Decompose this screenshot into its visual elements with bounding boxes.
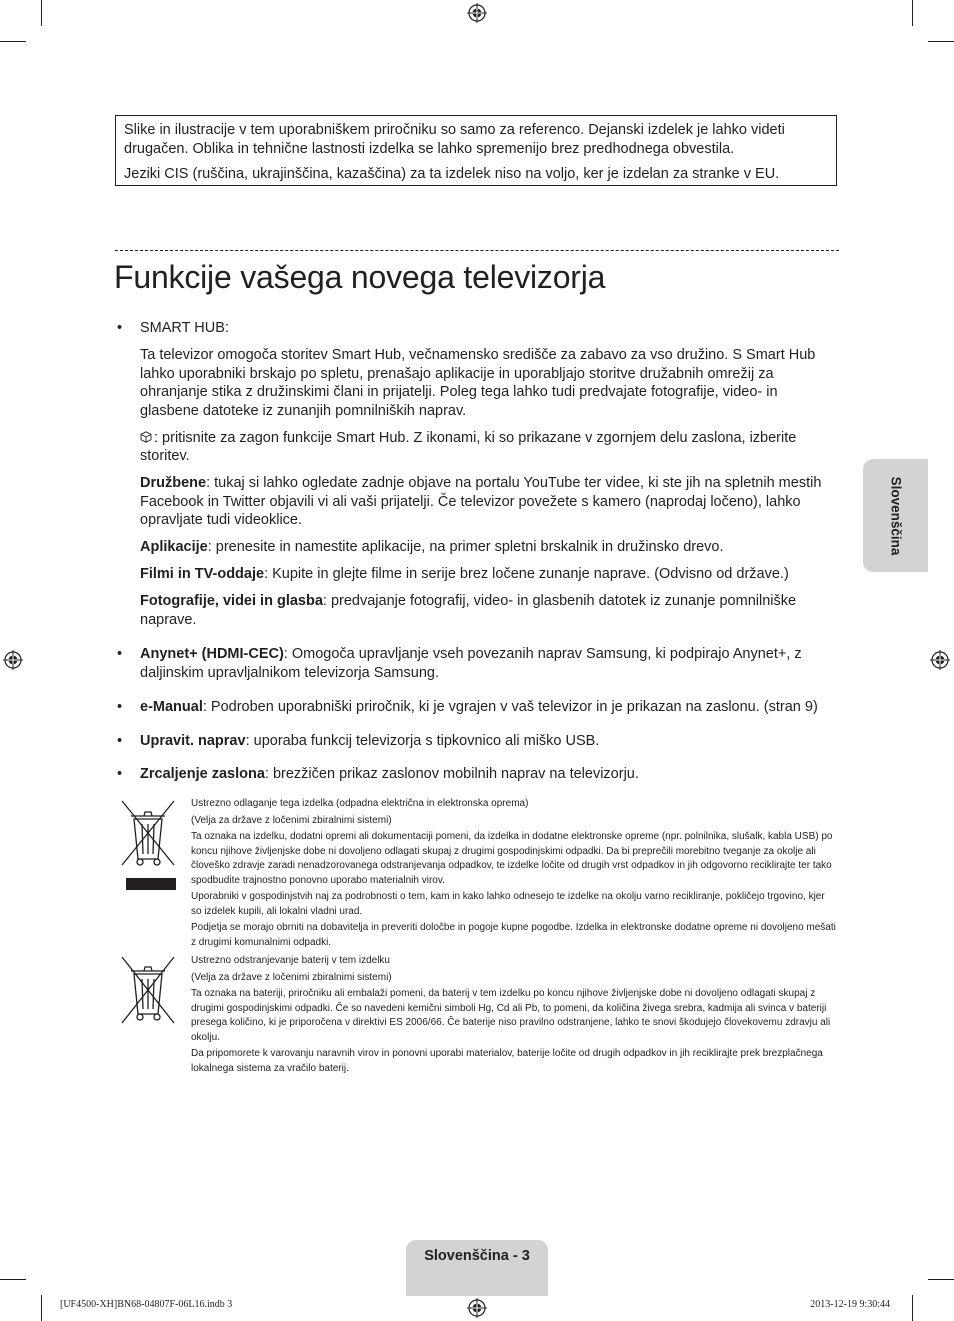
weee-battery-notice (115, 954, 839, 1078)
weee-battery-title: Ustrezno odstranjevanje baterij v tem izdelku (191, 955, 390, 966)
crossed-out-bin-icon (120, 797, 176, 899)
notice-box (115, 115, 837, 186)
crop-mark (0, 41, 26, 42)
section-divider (115, 250, 839, 251)
footer-timestamp: 2013-12-19 ​9:30:44 (810, 1299, 890, 1310)
weee-product-paragraph: Uporabniki v gospodinjstvih naj za podrobnosti o tem, kam in kako lahko odnesejo te izdelke na okolju varno recikliranje, pokličejo trgovino, kjer so izdelek kupili, ali lokalni vladni urad. (191, 891, 825, 917)
footer-file-name: [UF4500-XH]BN68-04807F-06L16.indb 3 (60, 1299, 233, 1310)
weee-product-title: Ustrezno odlaganje tega izdelka (odpadna električna in elektronska oprema) (191, 798, 529, 809)
weee-product-subtitle: (Velja za države z ločenimi zbiralnimi sistemi) (191, 814, 392, 826)
weee-battery-paragraph: Da pripomorete k varovanju naravnih virov in ponovni uporabi materialov, baterije ločite od drugih odpadkov in jih reciklirajte prek brezplačnega lokalnega sistema za vračilo baterij. (191, 1048, 823, 1074)
weee-product-paragraph: Ta oznaka na izdelku, dodatni opremi ali dokumentaciji pomeni, da izdelka in dodatne elektronske opreme (npr. polnilnika, slušalk, kabla USB) po koncu njihove življenjske dobe ni dovoljeno odlagati skupaj z drugimi gospodinjskimi odpadki. Da bi preprečili morebitno tveganje za okolje ali človeško zdravje zaradi nenadzorovanega odstranjevanja odpadkov, te izdelke ločite od drugih vrst odpadkov in jih odgovorno reciklirajte ter tako spodbudite trajnostno ponovno uporabo materialnih virov. (191, 831, 833, 886)
list-item-anynet: • Anynet+ (HDMI-CEC): Omogoča upravljanje vseh povezanih naprav Samsung, ki podpirajo Anynet+, z daljinskim upravljalnikom televizorja Samsung. (117, 646, 802, 681)
notice-line-1: Slike in ilustracije v tem uporabniškem priročniku so samo za referenco. Dejanski izdelek je lahko videti drugačen. Oblika in tehnične lastnosti izdelka se lahko spremenijo brez predhodnega obvestila. (124, 122, 785, 157)
weee-battery-paragraph: Ta oznaka na bateriji, priročniku ali embalaži pomeni, da baterij v tem izdelku po koncu njihove življenjske dobe ni dovoljeno odlagati skupaj z drugimi gospodinjskimi odpadki. Če so navedeni kemični simboli Hg, Cd ali Pb, to pomeni, da količina živega srebra, kadmija ali svinca v bateriji presega količino, ki je priporočena v direktivi ES 2006/66. Če baterije niso pravilno odstranjene, lahko te snovi škodujejo človekovemu zdravju ali okolju. (191, 988, 831, 1043)
weee-battery-text (191, 954, 837, 1078)
bullet-dot: • (117, 320, 123, 336)
crop-mark (0, 1279, 26, 1280)
language-side-tab-label: Slovenščina (888, 476, 903, 555)
smart-hub-button-text: : pritisnite za zagon funkcije Smart Hub. Z ikonami, ki so prikazane v zgornjem delu zaslona, izberite storitev. (140, 429, 797, 464)
registration-mark-icon (930, 650, 950, 670)
smart-hub-druzbene: Družbene: tukaj si lahko ogledate zadnje objave na portalu YouTube ter videe, ki ste jih na spletnih mestih Facebook in Twitter objavili vi ali vaši prijatelji. Če televizor povežete s kamero (naprodaj ločeno), lahko opravljate tudi videoklice. (140, 475, 822, 528)
weee-product-notice (115, 797, 839, 949)
weee-battery-subtitle: (Velja za države z ločenimi zbiralnimi sistemi) (191, 971, 392, 983)
smart-hub-filmi: Filmi in TV-oddaje: Kupite in glejte filme in serije brez ločene zunanje naprave. (Odvisno od države.) (140, 566, 789, 582)
language-side-tab (863, 459, 928, 572)
feature-list (115, 319, 840, 784)
smart-hub-icon (140, 431, 152, 443)
crop-mark (928, 1279, 954, 1280)
page-title: Funkcije vašega novega televizorja (114, 259, 606, 295)
crop-mark (41, 1295, 42, 1321)
smart-hub-intro: Ta televizor omogoča storitev Smart Hub, večnamensko središče za zabavo za vso družino. S Smart Hub lahko uporabniki brskajo po spletu, prenašajo aplikacije in uporabljajo storitve družabnih omrežij za ohranjanje stika z družinskimi člani in prijatelji. Poleg tega lahko tudi predvajate fotografije, video- in glasbene datoteke iz zunanjih pomnilniških naprav. (140, 347, 816, 419)
registration-mark-icon (3, 650, 23, 670)
page-number: Slovenščina - 3 (406, 1240, 548, 1296)
bullet-dot: • (117, 732, 123, 749)
list-item-upravit: • Upravit. naprav: uporaba funkcij televizorja s tipkovnico ali miško USB. (117, 732, 600, 749)
bullet-dot: • (117, 766, 123, 782)
registration-mark-icon (467, 1298, 487, 1318)
crossed-out-bin-icon (120, 954, 176, 1032)
smart-hub-aplikacije: Aplikacije: prenesite in namestite aplikacije, na primer spletni brskalnik in družinsko drevo. (140, 539, 724, 555)
crop-mark (912, 0, 913, 26)
notice-line-2: Jeziki CIS (ruščina, ukrajinščina, kazaščina) za ta izdelek niso na voljo, ker je izdelan za stranke v EU. (124, 166, 780, 182)
bullet-dot: • (117, 699, 123, 715)
list-item-emanual: • e-Manual: Podroben uporabniški priročnik, ki je vgrajen v vaš televizor in je prikazan na zaslonu. (stran 9) (117, 699, 818, 715)
list-item-smart-hub: • SMART HUB: Ta televizor omogoča storitev Smart Hub, večnamensko središče za zabavo za vso družino. S Smart Hub lahko uporabniki brskajo po spletu, prenašajo aplikacije in uporabljajo storitve družabnih omrežij za ohranjanje stika z družinskimi člani in prijatelji. Poleg tega lahko tudi predvajate fotografije, video- in glasbene datoteke iz zunanjih pomnilniških naprav. : pritisnite za zagon funkcije Smart Hub. Z ikonami, ki so prikazane v zgornjem delu zaslona, izberite storitev. Družbene: tukaj si lahko ogledate zadnje objave na portalu YouTube ter videe, ki ste jih na spletnih mestih Facebook in Twitter objavili vi ali vaši prijatelji. Če televizor povežete s kamero (naprodaj ločeno), lahko opravljate tudi videoklice. Aplikacije: prenesite in namestite aplikacije, na primer spletni brskalnik in družinsko drevo. Filmi in TV-oddaje: Kupite in glejte filme in serije brez ločene zunanje naprave. (Odvisno od države.) Fotografije, videi in glasba: predvajanje fotografij, video- in glasbenih datotek iz zunanje pomnilniške naprave. (115, 319, 840, 629)
smart-hub-fotografije: Fotografije, videi in glasba: predvajanje fotografij, video- in glasbenih datotek iz zunanje pomnilniške naprave. (140, 593, 797, 628)
list-item-zrcaljenje: • Zrcaljenje zaslona: brezžičen prikaz zaslonov mobilnih naprav na televizorju. (117, 766, 639, 782)
smart-hub-label: SMART HUB (140, 320, 225, 336)
crop-mark (928, 41, 954, 42)
bullet-dot: • (117, 646, 123, 662)
crop-mark (912, 1295, 913, 1321)
registration-mark-icon (467, 3, 487, 23)
weee-product-text (191, 797, 837, 952)
weee-product-paragraph: Podjetja se morajo obrniti na dobavitelja in preveriti določbe in pogoje kupne pogodbe. Izdelka in elektronske dodatne opreme ni dovoljeno mešati z drugimi komunalnimi odpadki. (191, 922, 836, 948)
crop-mark (41, 0, 42, 26)
